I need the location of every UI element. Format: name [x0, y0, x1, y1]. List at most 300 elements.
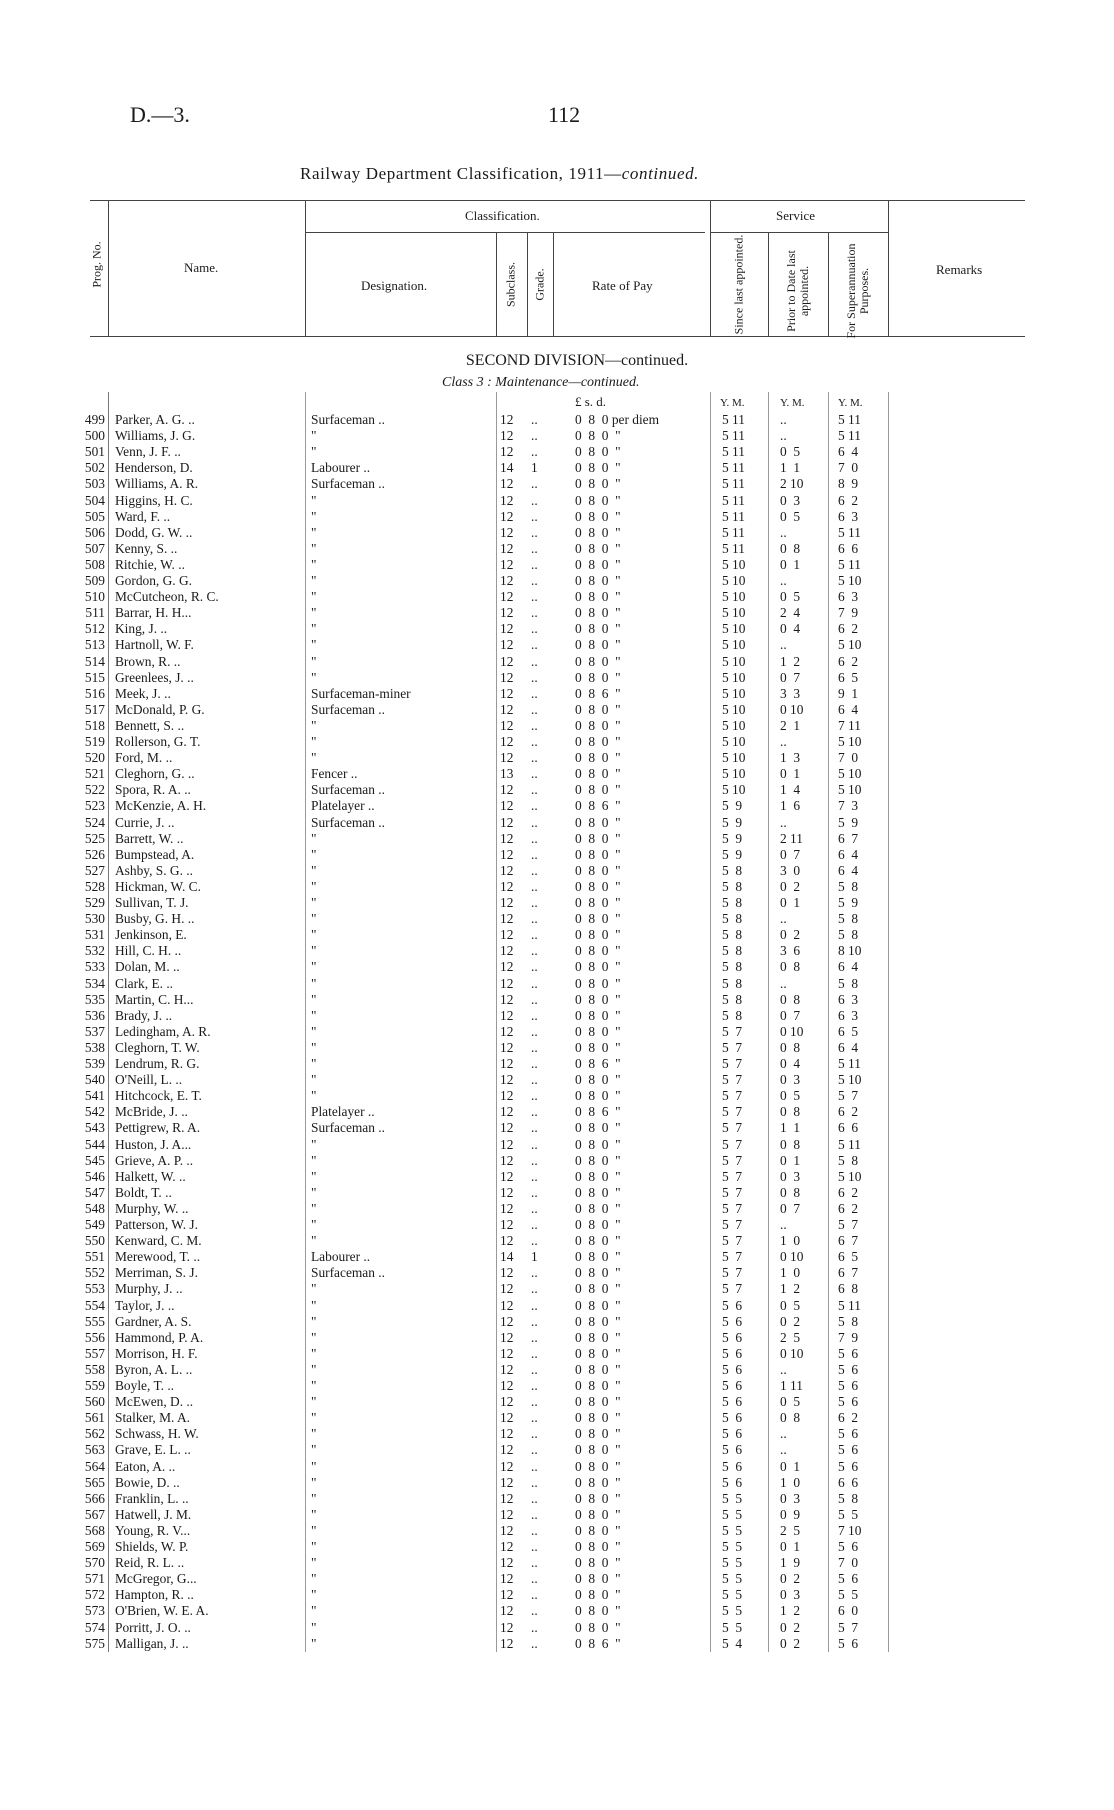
name-cell: Williams, A. R.	[115, 476, 199, 492]
grade-cell: ..	[531, 959, 538, 975]
rate-of-pay-cell: 0 8 0 "	[575, 878, 621, 894]
name-cell: Kenny, S. ..	[115, 540, 178, 556]
prog-no-cell: 510	[84, 589, 105, 605]
prior-to-date-cell: ..	[780, 428, 787, 444]
designation-cell: "	[311, 1635, 317, 1651]
prior-to-date-cell: 0 5	[780, 444, 801, 460]
since-last-cell: 5 11	[722, 524, 745, 540]
table-row	[0, 798, 1114, 814]
prior-to-date-cell: 2 10	[780, 476, 804, 492]
grade-cell: ..	[531, 1200, 538, 1216]
rate-of-pay-cell: 0 8 0 "	[575, 1603, 621, 1619]
since-last-cell: 5 5	[722, 1603, 743, 1619]
rate-of-pay-cell: 0 8 0 "	[575, 1200, 621, 1216]
table-row	[0, 1603, 1114, 1619]
since-last-cell: 5 4	[722, 1635, 743, 1651]
superannuation-cell: 5 8	[838, 927, 859, 943]
since-last-cell: 5 10	[722, 734, 746, 749]
designation-cell: "	[311, 492, 317, 508]
prior-to-date-cell: 0 8	[780, 540, 801, 556]
rate-of-pay-cell: 0 8 0 "	[575, 1458, 621, 1474]
rate-of-pay-cell: 0 8 0 "	[575, 1265, 621, 1281]
superannuation-cell: 5 5	[838, 1506, 859, 1522]
prior-to-date-cell: 0 10	[780, 701, 804, 717]
superannuation-cell: 5 8	[838, 1152, 859, 1168]
prior-to-date-cell: 0 5	[780, 1088, 801, 1104]
superannuation-cell: 7 0	[838, 1555, 859, 1571]
since-last-cell: 5 7	[722, 1088, 743, 1104]
superannuation-cell: 5 7	[838, 1217, 859, 1232]
designation-cell: "	[311, 1410, 317, 1426]
designation-cell: "	[311, 846, 317, 862]
grade-cell: ..	[531, 1265, 538, 1281]
prog-no-cell: 557	[84, 1345, 105, 1361]
grade-cell: ..	[531, 1233, 538, 1249]
grade-cell: ..	[531, 830, 538, 846]
subclass-cell: 12	[500, 878, 514, 894]
designation-cell: "	[311, 1539, 317, 1554]
col-header-prog-no: Prog. No.	[89, 241, 104, 288]
superannuation-cell: 5 11	[838, 524, 861, 540]
header-bottom-rule	[90, 336, 1025, 337]
header-top-rule	[90, 200, 1025, 201]
table-row	[0, 1233, 1114, 1249]
designation-cell: Surfaceman ..	[311, 782, 385, 798]
superannuation-cell: 5 6	[838, 1539, 859, 1554]
since-last-cell: 5 7	[722, 1120, 743, 1136]
prior-to-date-cell: ..	[780, 412, 787, 427]
since-last-cell: 5 10	[722, 589, 746, 605]
designation-cell: "	[311, 959, 317, 975]
rate-of-pay-cell: 0 8 0 "	[575, 1474, 621, 1490]
subclass-cell: 12	[500, 1200, 514, 1216]
prog-no-cell: 513	[84, 637, 105, 653]
prior-to-date-cell: 0 10	[780, 1345, 804, 1361]
since-last-cell: 5 7	[722, 1056, 743, 1071]
grade-cell: ..	[531, 1217, 538, 1232]
table-row	[0, 637, 1114, 653]
since-last-cell: 5 6	[722, 1361, 743, 1377]
designation-cell: Labourer ..	[311, 1249, 371, 1265]
prior-to-date-cell: 0 4	[780, 621, 801, 637]
subclass-cell: 12	[500, 991, 514, 1007]
subclass-cell: 12	[500, 895, 514, 910]
table-row	[0, 1040, 1114, 1056]
table-row	[0, 1459, 1114, 1475]
superannuation-cell: 6 3	[838, 1007, 859, 1023]
name-cell: Williams, J. G.	[115, 428, 196, 444]
prog-no-cell: 534	[84, 975, 105, 991]
designation-cell: "	[311, 975, 317, 991]
prog-no-cell: 544	[84, 1136, 105, 1152]
service-units-super: Y. M.	[838, 397, 863, 409]
name-cell: Jenkinson, E.	[115, 927, 187, 943]
grade-cell: ..	[531, 1281, 538, 1297]
col-divider	[553, 232, 554, 336]
rate-of-pay-cell: 0 8 0 per diem	[575, 412, 660, 427]
name-cell: Sullivan, T. J.	[115, 895, 189, 910]
grade-cell: ..	[531, 911, 538, 927]
rate-of-pay-cell: 0 8 0 "	[575, 1120, 621, 1136]
rate-of-pay-cell: 0 8 6 "	[575, 798, 621, 814]
subclass-cell: 12	[500, 476, 514, 492]
superannuation-cell: 6 5	[838, 1023, 859, 1039]
prog-no-cell: 514	[84, 653, 105, 669]
subclass-cell: 12	[500, 959, 514, 975]
subclass-cell: 12	[500, 1474, 514, 1490]
prior-to-date-cell: 0 2	[780, 1619, 801, 1635]
rate-of-pay-cell: 0 8 0 "	[575, 1313, 621, 1329]
since-last-cell: 5 11	[722, 508, 745, 524]
rate-of-pay-cell: 0 8 0 "	[575, 621, 621, 637]
prior-to-date-cell: 0 9	[780, 1506, 801, 1522]
rate-of-pay-cell: 0 8 6 "	[575, 1056, 621, 1071]
grade-cell: ..	[531, 1555, 538, 1571]
superannuation-cell: 5 11	[838, 1297, 861, 1313]
since-last-cell: 5 6	[722, 1474, 743, 1490]
superannuation-cell: 5 10	[838, 573, 862, 588]
prog-no-cell: 539	[84, 1056, 105, 1071]
subclass-cell: 12	[500, 1039, 514, 1055]
name-cell: McBride, J. ..	[115, 1104, 188, 1120]
prog-no-cell: 545	[84, 1152, 105, 1168]
designation-cell: "	[311, 444, 317, 460]
name-cell: Currie, J. ..	[115, 814, 175, 830]
superannuation-cell: 7 3	[838, 798, 859, 814]
table-row	[0, 1539, 1114, 1555]
prog-no-cell: 501	[84, 444, 105, 460]
subclass-cell: 12	[500, 1442, 514, 1458]
name-cell: Meek, J. ..	[115, 685, 171, 701]
prog-no-cell: 515	[84, 669, 105, 685]
subclass-cell: 12	[500, 701, 514, 717]
grade-cell: ..	[531, 1056, 538, 1071]
prior-to-date-cell: 0 3	[780, 1072, 801, 1088]
name-cell: Pettigrew, R. A.	[115, 1120, 201, 1136]
table-row	[0, 1008, 1114, 1024]
prior-to-date-cell: 0 4	[780, 1056, 801, 1071]
superannuation-cell: 5 10	[838, 734, 862, 749]
subclass-cell: 12	[500, 750, 514, 766]
superannuation-cell: 6 5	[838, 669, 859, 685]
subclass-cell: 12	[500, 1555, 514, 1571]
table-row	[0, 1555, 1114, 1571]
designation-cell: "	[311, 911, 317, 927]
since-last-cell: 5 5	[722, 1522, 743, 1538]
designation-cell: "	[311, 1394, 317, 1410]
subclass-cell: 12	[500, 508, 514, 524]
prior-to-date-cell: ..	[780, 1442, 787, 1458]
rate-of-pay-cell: 0 8 0 "	[575, 508, 621, 524]
table-row	[0, 1491, 1114, 1507]
prior-to-date-cell: 1 1	[780, 460, 801, 476]
subclass-cell: 12	[500, 1329, 514, 1345]
document-reference: D.—3.	[130, 102, 190, 127]
grade-cell: ..	[531, 1104, 538, 1120]
prior-to-date-cell: 1 2	[780, 1281, 801, 1297]
prog-no-cell: 558	[84, 1361, 105, 1377]
col-header-service: Service	[776, 208, 815, 223]
prior-to-date-cell: 0 1	[780, 1458, 801, 1474]
name-cell: Malligan, J. ..	[115, 1635, 189, 1651]
name-cell: Dodd, G. W. ..	[115, 524, 193, 540]
superannuation-cell: 5 7	[838, 1088, 859, 1104]
name-cell: Byron, A. L. ..	[115, 1361, 193, 1377]
superannuation-cell: 6 5	[838, 1249, 859, 1265]
superannuation-cell: 5 6	[838, 1426, 859, 1442]
grade-cell: ..	[531, 798, 538, 814]
grade-cell: ..	[531, 1394, 538, 1410]
prog-no-cell: 500	[84, 428, 105, 444]
superannuation-cell: 5 6	[838, 1378, 859, 1393]
name-cell: Stalker, M. A.	[115, 1410, 190, 1426]
prog-no-cell: 549	[84, 1217, 105, 1232]
name-cell: Young, R. V...	[115, 1522, 191, 1538]
superannuation-cell: 6 4	[838, 444, 859, 460]
prior-to-date-cell: 3 0	[780, 862, 801, 878]
grade-cell: ..	[531, 444, 538, 460]
table-row	[0, 493, 1114, 509]
rate-of-pay-cell: 0 8 0 "	[575, 895, 621, 910]
name-cell: Brown, R. ..	[115, 653, 181, 669]
designation-cell: "	[311, 1136, 317, 1152]
table-row	[0, 1072, 1114, 1088]
grade-cell: ..	[531, 1313, 538, 1329]
since-last-cell: 5 7	[722, 1152, 743, 1168]
grade-cell: ..	[531, 1506, 538, 1522]
prog-no-cell: 554	[84, 1297, 105, 1313]
table-row	[0, 605, 1114, 621]
superannuation-cell: 5 11	[838, 412, 861, 427]
grade-cell: ..	[531, 573, 538, 588]
col-header-superannuation: For Superannuation Purposes.	[844, 243, 871, 339]
since-last-cell: 5 10	[722, 573, 746, 588]
superannuation-cell: 6 2	[838, 1200, 859, 1216]
rate-of-pay-cell: 0 8 0 "	[575, 943, 621, 959]
superannuation-cell: 6 6	[838, 1474, 859, 1490]
name-cell: Hampton, R. ..	[115, 1587, 194, 1603]
rate-of-pay-cell: 0 8 0 "	[575, 717, 621, 733]
designation-cell: Platelayer ..	[311, 1104, 375, 1120]
superannuation-cell: 5 8	[838, 1490, 859, 1506]
prog-no-cell: 564	[84, 1458, 105, 1474]
since-last-cell: 5 6	[722, 1442, 743, 1458]
name-cell: King, J. ..	[115, 621, 168, 637]
rate-of-pay-cell: 0 8 0 "	[575, 991, 621, 1007]
grade-cell: ..	[531, 1136, 538, 1152]
name-cell: Ashby, S. G. ..	[115, 862, 193, 878]
prior-to-date-cell: 0 1	[780, 766, 801, 782]
prior-to-date-cell: 0 8	[780, 1410, 801, 1426]
table-row	[0, 509, 1114, 525]
since-last-cell: 5 8	[722, 927, 743, 943]
rate-of-pay-cell: 0 8 0 "	[575, 492, 621, 508]
subclass-cell: 14	[500, 1249, 514, 1265]
grade-cell: ..	[531, 1361, 538, 1377]
since-last-cell: 5 10	[722, 685, 746, 701]
rate-of-pay-cell: 0 8 6 "	[575, 685, 621, 701]
prior-to-date-cell: 0 5	[780, 589, 801, 605]
rate-of-pay-cell: 0 8 0 "	[575, 1571, 621, 1587]
grade-cell: ..	[531, 1522, 538, 1538]
rate-of-pay-cell: 0 8 0 "	[575, 1539, 621, 1554]
name-cell: Taylor, J. ..	[115, 1297, 175, 1313]
table-row	[0, 863, 1114, 879]
table-row	[0, 1024, 1114, 1040]
designation-cell: Surfaceman ..	[311, 701, 385, 717]
superannuation-cell: 7 9	[838, 1329, 859, 1345]
rate-of-pay-cell: 0 8 0 "	[575, 669, 621, 685]
grade-cell: ..	[531, 524, 538, 540]
subclass-cell: 12	[500, 637, 514, 653]
name-cell: Franklin, L. ..	[115, 1490, 189, 1506]
rate-of-pay-cell: 0 8 0 "	[575, 814, 621, 830]
grade-cell: ..	[531, 605, 538, 621]
since-last-cell: 5 9	[722, 830, 743, 846]
designation-cell: "	[311, 1200, 317, 1216]
name-cell: Eaton, A. ..	[115, 1458, 176, 1474]
superannuation-cell: 5 8	[838, 911, 859, 927]
subclass-cell: 13	[500, 766, 514, 782]
title-continued: continued.	[621, 164, 700, 183]
table-row	[0, 1153, 1114, 1169]
grade-cell: ..	[531, 1410, 538, 1426]
table-row	[0, 654, 1114, 670]
subclass-cell: 12	[500, 1056, 514, 1071]
prog-no-cell: 503	[84, 476, 105, 492]
prog-no-cell: 536	[84, 1007, 105, 1023]
rate-of-pay-cell: 0 8 0 "	[575, 556, 621, 572]
grade-cell: ..	[531, 1635, 538, 1651]
superannuation-cell: 6 7	[838, 1233, 859, 1249]
subclass-cell: 12	[500, 1539, 514, 1554]
name-cell: McCutcheon, R. C.	[115, 589, 219, 605]
subclass-cell: 12	[500, 814, 514, 830]
classification-rule	[305, 232, 705, 233]
name-cell: Hammond, P. A.	[115, 1329, 204, 1345]
rate-of-pay-cell: 0 8 0 "	[575, 1442, 621, 1458]
since-last-cell: 5 5	[722, 1539, 743, 1554]
table-row	[0, 959, 1114, 975]
name-cell: McKenzie, A. H.	[115, 798, 207, 814]
name-cell: Venn, J. F. ..	[115, 444, 181, 460]
subclass-cell: 12	[500, 573, 514, 588]
superannuation-cell: 5 10	[838, 637, 862, 653]
rate-of-pay-cell: 0 8 0 "	[575, 1249, 621, 1265]
subclass-cell: 12	[500, 943, 514, 959]
superannuation-cell: 8 10	[838, 943, 862, 959]
currency-units: £ s. d.	[575, 394, 607, 409]
prog-no-cell: 509	[84, 573, 105, 588]
prog-no-cell: 551	[84, 1249, 105, 1265]
since-last-cell: 5 6	[722, 1345, 743, 1361]
superannuation-cell: 5 7	[838, 1619, 859, 1635]
superannuation-cell: 6 2	[838, 1184, 859, 1200]
superannuation-cell: 5 10	[838, 1168, 862, 1184]
prog-no-cell: 526	[84, 846, 105, 862]
name-cell: Ford, M. ..	[115, 750, 173, 766]
subclass-cell: 12	[500, 428, 514, 444]
subclass-cell: 12	[500, 540, 514, 556]
superannuation-cell: 5 10	[838, 766, 862, 782]
prog-no-cell: 538	[84, 1039, 105, 1055]
name-cell: Hartnoll, W. F.	[115, 637, 194, 653]
superannuation-cell: 5 11	[838, 556, 861, 572]
designation-cell: "	[311, 669, 317, 685]
name-cell: Gardner, A. S.	[115, 1313, 192, 1329]
designation-cell: "	[311, 1442, 317, 1458]
table-row	[0, 589, 1114, 605]
table-row	[0, 815, 1114, 831]
since-last-cell: 5 7	[722, 1039, 743, 1055]
prior-to-date-cell: 0 7	[780, 1007, 801, 1023]
table-row	[0, 1298, 1114, 1314]
subclass-cell: 12	[500, 669, 514, 685]
subclass-cell: 12	[500, 605, 514, 621]
prog-no-cell: 569	[84, 1539, 105, 1554]
grade-cell: ..	[531, 1329, 538, 1345]
subclass-cell: 12	[500, 1281, 514, 1297]
name-cell: Hatwell, J. M.	[115, 1506, 192, 1522]
since-last-cell: 5 5	[722, 1619, 743, 1635]
prior-to-date-cell: 1 9	[780, 1555, 801, 1571]
grade-cell: ..	[531, 492, 538, 508]
prior-to-date-cell: 1 1	[780, 1120, 801, 1136]
col-header-rate-of-pay: Rate of Pay	[592, 278, 653, 293]
prior-to-date-cell: 1 0	[780, 1474, 801, 1490]
table-row	[0, 1137, 1114, 1153]
prog-no-cell: 550	[84, 1233, 105, 1249]
since-last-cell: 5 7	[722, 1023, 743, 1039]
superannuation-cell: 5 10	[838, 782, 862, 798]
table-row	[0, 1201, 1114, 1217]
rate-of-pay-cell: 0 8 6 "	[575, 1104, 621, 1120]
subclass-cell: 12	[500, 1426, 514, 1442]
superannuation-cell: 7 9	[838, 605, 859, 621]
grade-cell: ..	[531, 766, 538, 782]
prior-to-date-cell: 0 10	[780, 1249, 804, 1265]
rate-of-pay-cell: 0 8 0 "	[575, 1168, 621, 1184]
prog-no-cell: 512	[84, 621, 105, 637]
table-row	[0, 1056, 1114, 1072]
table-row	[0, 1571, 1114, 1587]
name-cell: Merewood, T. ..	[115, 1249, 201, 1265]
superannuation-cell: 6 6	[838, 1120, 859, 1136]
designation-cell: "	[311, 1345, 317, 1361]
prog-no-cell: 568	[84, 1522, 105, 1538]
name-cell: Parker, A. G. ..	[115, 412, 195, 427]
since-last-cell: 5 10	[722, 750, 746, 766]
rate-of-pay-cell: 0 8 0 "	[575, 1410, 621, 1426]
rate-of-pay-cell: 0 8 0 "	[575, 750, 621, 766]
prior-to-date-cell: 1 6	[780, 798, 801, 814]
since-last-cell: 5 11	[722, 460, 745, 476]
designation-cell: "	[311, 653, 317, 669]
table-row	[0, 1104, 1114, 1120]
since-last-cell: 5 10	[722, 653, 746, 669]
prog-no-cell: 532	[84, 943, 105, 959]
table-row	[0, 476, 1114, 492]
subclass-cell: 12	[500, 685, 514, 701]
superannuation-cell: 6 8	[838, 1281, 859, 1297]
name-cell: Greenlees, J. ..	[115, 669, 194, 685]
prior-to-date-cell: 0 5	[780, 1297, 801, 1313]
superannuation-cell: 6 4	[838, 1039, 859, 1055]
subclass-cell: 12	[500, 1313, 514, 1329]
prog-no-cell: 499	[84, 412, 105, 427]
rate-of-pay-cell: 0 8 0 "	[575, 830, 621, 846]
designation-cell: "	[311, 734, 317, 749]
